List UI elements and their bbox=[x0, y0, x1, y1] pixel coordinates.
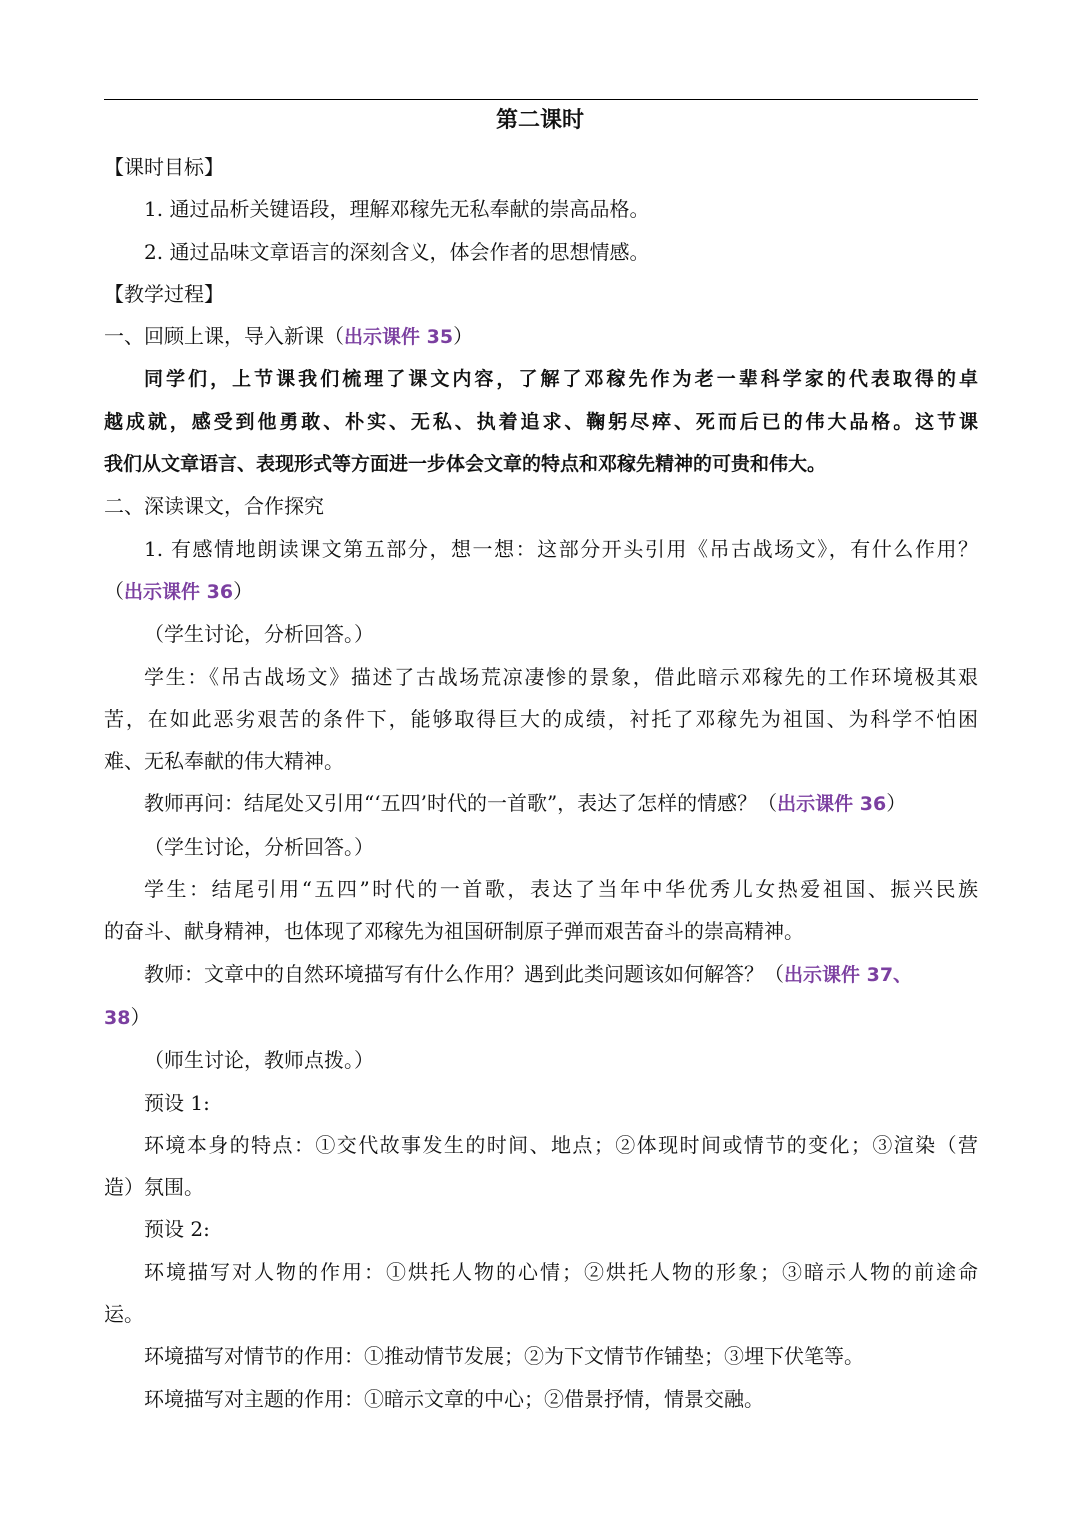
preset2-line-2: 运。 bbox=[104, 1302, 144, 1327]
discussion-note-1: （学生讨论，分析回答。） bbox=[144, 622, 374, 647]
question3-text: 教师：文章中的自然环境描写有什么作用？遇到此类问题该如何解答？（ bbox=[144, 961, 784, 986]
preset1-line-2: 造）氛围。 bbox=[104, 1175, 204, 1200]
section1-para-line-1: 同学们，上节课我们梳理了课文内容，了解了邓稼先作为老一辈科学家的代表取得的卓 bbox=[144, 368, 978, 391]
preset1-label: 预设 1: bbox=[144, 1090, 210, 1115]
courseware-ref-38: 38 bbox=[104, 1006, 131, 1029]
theme-effect-line: 环境描写对主题的作用：①暗示文章的中心；②借景抒情，情景交融。 bbox=[144, 1386, 764, 1411]
answer1-line-3: 难、无私奉献的伟大精神。 bbox=[104, 749, 344, 774]
answer1-line-1: 学生：《吊古战场文》描述了古战场荒凉凄惨的景象，借此暗示邓稼先的工作环境极其艰 bbox=[144, 664, 978, 689]
objective-item-1: 1. 通过品析关键语段，理解邓稼先无私奉献的崇高品格。 bbox=[144, 197, 650, 222]
discussion-note-2: （学生讨论，分析回答。） bbox=[144, 834, 374, 859]
preset2-line-1: 环境描写对人物的作用：①烘托人物的心情；②烘托人物的形象；③暗示人物的前途命 bbox=[144, 1259, 978, 1284]
answer1-line-2: 苦，在如此恶劣艰苦的条件下，能够取得巨大的成绩，衬托了邓稼先为祖国、为科学不怕困 bbox=[104, 706, 978, 731]
page-title: 第二课时 bbox=[495, 107, 584, 133]
question3-ref-line bbox=[104, 996, 978, 1039]
section1-title-text: 一、回顾上课，导入新课（ bbox=[104, 324, 344, 349]
question1-ref-line bbox=[104, 570, 978, 613]
objectives-heading: 【课时目标】 bbox=[104, 155, 224, 179]
plot-effect-line: 环境描写对情节的作用：①推动情节发展；②为下文情节作铺垫；③埋下伏笔等。 bbox=[144, 1344, 864, 1369]
question2-text: 教师再问：结尾处又引用“‘五四’时代的一首歌”，表达了怎样的情感？（ bbox=[144, 791, 778, 816]
section1-para-line-2: 越成就，感受到他勇敢、朴实、无私、执着追求、鞠躬尽瘁、死而后已的伟大品格。这节课 bbox=[104, 410, 978, 433]
objective-item-2: 2. 通过品味文章语言的深刻含义，体会作者的思想情感。 bbox=[144, 239, 650, 264]
courseware-ref-36-a: 出示课件 36 bbox=[124, 580, 234, 603]
question3-line bbox=[104, 953, 978, 996]
question3-close: ） bbox=[130, 1004, 151, 1029]
question1-ref-close: ） bbox=[233, 578, 254, 603]
preset2-label: 预设 2: bbox=[144, 1217, 210, 1242]
preset1-line-1: 环境本身的特点：①交代故事发生的时间、地点；②体现时间或情节的变化；③渲染（营 bbox=[144, 1132, 978, 1157]
section2-title: 二、深读课文，合作探究 bbox=[104, 494, 324, 519]
question2-close: ） bbox=[886, 791, 907, 816]
courseware-ref-36-b: 出示课件 36 bbox=[777, 793, 887, 816]
section1-para-line-3: 我们从文章语言、表现形式等方面进一步体会文章的特点和邓稼先精神的可贵和伟大。 bbox=[104, 453, 827, 476]
header-rule bbox=[104, 99, 978, 100]
question1-line-1: 1. 有感情地朗读课文第五部分，想一想：这部分开头引用《吊古战场文》，有什么作用？ bbox=[144, 536, 978, 561]
courseware-ref-37: 出示课件 37、 bbox=[784, 963, 913, 986]
discussion-note-3: （师生讨论，教师点拨。） bbox=[144, 1048, 374, 1073]
section1-title bbox=[104, 315, 978, 358]
answer2-line-2: 的奋斗、献身精神，也体现了邓稼先为祖国研制原子弹而艰苦奋斗的崇高精神。 bbox=[104, 919, 804, 944]
answer2-line-1: 学生：结尾引用“五四”时代的一首歌，表达了当年中华优秀儿女热爱祖国、振兴民族 bbox=[144, 877, 978, 902]
question2-line bbox=[104, 782, 978, 825]
process-heading: 【教学过程】 bbox=[104, 281, 224, 306]
document-body bbox=[104, 146, 978, 1420]
question1-ref-open: （ bbox=[104, 578, 124, 603]
section1-title-close: ） bbox=[453, 324, 474, 349]
courseware-ref-35: 出示课件 35 bbox=[344, 326, 454, 349]
